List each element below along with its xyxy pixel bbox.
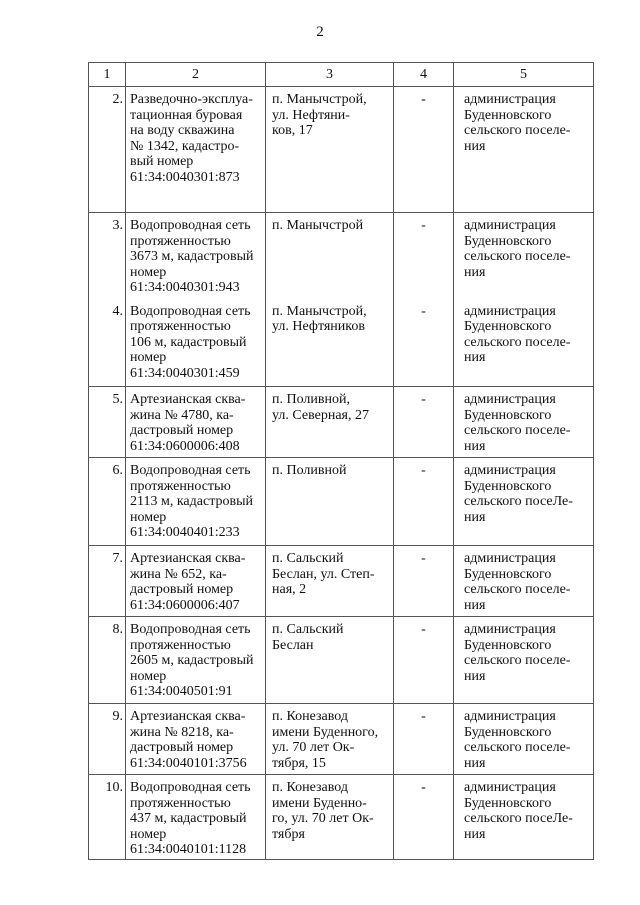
owner: администрация Буденновского сельского поселе- ния: [454, 87, 594, 213]
object-address: п. Манычстрой: [266, 213, 394, 299]
object-address: п. Конезавод имени Буденно- го, ул. 70 лет Ок- тября: [266, 775, 394, 860]
owner: администрация Буденновского сельского поселе- ния: [454, 704, 594, 775]
object-name: Артезианская сква- жина № 652, ка- дастровый номер 61:34:0600006:407: [126, 546, 266, 617]
owner: администрация Буденновского сельского поселе- ния: [454, 617, 594, 704]
row-number: 2.: [89, 87, 126, 213]
table-row: [89, 458, 594, 546]
col4-value: -: [394, 704, 454, 775]
col4-value: -: [394, 775, 454, 860]
header-col-3: 3: [266, 63, 394, 87]
page-number: 2: [316, 24, 324, 40]
table-row: [89, 387, 594, 458]
row-number: 5.: [89, 387, 126, 458]
col4-value: -: [394, 387, 454, 458]
header-col-4: 4: [394, 63, 454, 87]
table-row: [89, 704, 594, 775]
object-address: п. Сальский Беслан: [266, 617, 394, 704]
row-number: 3.: [89, 213, 126, 299]
table-row: [89, 299, 594, 387]
object-address: п. Конезавод имени Буденного, ул. 70 лет Ок- тября, 15: [266, 704, 394, 775]
object-name: Водопроводная сеть протяженностью 437 м, кадастровый номер 61:34:0040101:1128: [126, 775, 266, 860]
object-name: Водопроводная сеть протяженностью 3673 м, кадастровый номер 61:34:0040301:943: [126, 213, 266, 299]
owner: администрация Буденновского сельского поселе- ния: [454, 213, 594, 299]
owner: администрация Буденновского сельского поселе- ния: [454, 546, 594, 617]
table-row: [89, 617, 594, 704]
col4-value: -: [394, 458, 454, 546]
object-address: п. Манычстрой, ул. Нефтяников: [266, 299, 394, 387]
col4-value: -: [394, 299, 454, 387]
owner: администрация Буденновского сельского поселе- ния: [454, 387, 594, 458]
col4-value: -: [394, 617, 454, 704]
header-col-1: 1: [89, 63, 126, 87]
owner: администрация Буденновского сельского поселе- ния: [454, 299, 594, 387]
object-name: Водопроводная сеть протяженностью 106 м, кадастровый номер 61:34:0040301:459: [126, 299, 266, 387]
object-address: п. Сальский Беслан, ул. Степ- ная, 2: [266, 546, 394, 617]
row-number: 4.: [89, 299, 126, 387]
row-number: 6.: [89, 458, 126, 546]
object-name: Артезианская сква- жина № 8218, ка- дастровый номер 61:34:0040101:3756: [126, 704, 266, 775]
object-name: Водопроводная сеть протяженностью 2113 м, кадастровый номер 61:34:0040401:233: [126, 458, 266, 546]
row-number: 7.: [89, 546, 126, 617]
object-name: Артезианская сква- жина № 4780, ка- дастровый номер 61:34:0600006:408: [126, 387, 266, 458]
table-row: [89, 213, 594, 299]
table-row: [89, 546, 594, 617]
header-col-5: 5: [454, 63, 594, 87]
row-number: 10.: [89, 775, 126, 860]
table-header-row: [89, 63, 594, 87]
owner: администрация Буденновского сельского посеЛе- ния: [454, 458, 594, 546]
col4-value: -: [394, 87, 454, 213]
col4-value: -: [394, 546, 454, 617]
object-address: п. Поливной: [266, 458, 394, 546]
object-address: п. Поливной, ул. Северная, 27: [266, 387, 394, 458]
row-number: 8.: [89, 617, 126, 704]
row-number: 9.: [89, 704, 126, 775]
table-row: [89, 775, 594, 860]
object-name: Разведочно-эксплуа- тационная буровая на воду скважина № 1342, кадастро- вый номер 61:34:0040301:873: [126, 87, 266, 213]
object-address: п. Манычстрой, ул. Нефтяни- ков, 17: [266, 87, 394, 213]
header-col-2: 2: [126, 63, 266, 87]
object-name: Водопроводная сеть протяженностью 2605 м, кадастровый номер 61:34:0040501:91: [126, 617, 266, 704]
owner: администрация Буденновского сельского посеЛе- ния: [454, 775, 594, 860]
table-row: [89, 87, 594, 213]
col4-value: -: [394, 213, 454, 299]
registry-table: [88, 62, 594, 860]
